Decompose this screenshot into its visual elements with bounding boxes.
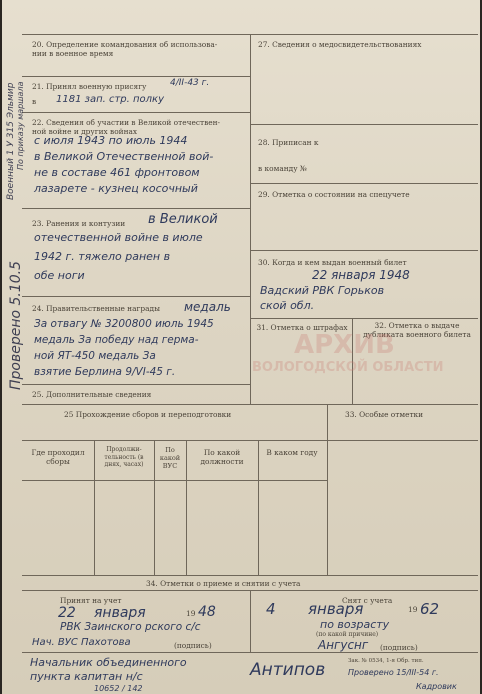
wound-line-1: в Великой [148,212,218,227]
divider-20 [22,76,250,77]
ticket-issuer-2: ской обл. [260,299,315,312]
frame-top [22,34,478,35]
checked-note-2: Кадровик [416,682,457,691]
checked-note: Проверено 15/III-54 г. [348,668,439,677]
removed-year-prefix: 19 [408,605,418,614]
accepted-by: РВК Заинского рского с/с [60,621,201,633]
field-28b-label: в команду № [258,164,307,173]
divider-22 [22,208,250,209]
footer-line-2: пункта капитан н/с [30,670,143,683]
field-25a-label: 25. Дополнительные сведения [32,390,152,399]
col-where: Где проходил сборы [31,448,85,466]
reg-bottom [22,652,478,653]
award-line-2: За отвагу № 3200800 июль 1945 [34,318,214,330]
accepted-signature-caption: (подпись) [174,641,212,650]
oath-date: 4/II-43 г. [170,78,210,88]
table-top [22,404,478,405]
table-col-4 [258,440,259,575]
field-29-label: 29. Отметка о состоянии на спецучете [258,190,410,199]
divider-21 [22,112,250,113]
table-divider-33 [327,404,328,575]
divider-29 [250,250,478,251]
removed-reason: по возрасту [320,618,390,631]
field-31-label: 31. Отметка о штрафах [256,323,348,332]
war-line-3: не в составе 461 фронтовом [34,166,200,179]
section-25-title: 25 Прохождение сборов и переподготовки [64,410,232,419]
margin-note-1: Военный 1 У 315 Эльмир [6,82,16,200]
accepted-signature: Нач. ВУС Пахотова [32,637,131,648]
field-23-label: 23. Ранения и контузии [32,219,126,228]
col-year: В каком году [266,448,318,457]
award-line-3: медаль За победу над герма- [34,334,199,346]
field-27-label: 27. Сведения о медосвидетельствованиях [258,40,422,49]
section-33-title: 33. Особые отметки [345,410,424,419]
margin-note-3: Проверено 5.10.5 [8,260,24,390]
war-line-2: в Великой Отечественной вой- [34,150,214,163]
ticket-issuer: Вадский РВК Горьков [260,284,385,297]
removed-year: 62 [420,600,440,618]
divider-28 [250,183,478,184]
divider-27 [250,124,478,125]
divider-24 [22,384,250,385]
removed-reason-caption: (по какой причине) [316,631,379,638]
table-col-1 [94,440,95,575]
oath-unit: 1181 зап. стр. полку [56,94,165,105]
divider-23 [22,296,250,297]
wound-line-2: отечественной войне в июле [34,231,203,244]
war-line-1: с июля 1943 по июль 1944 [34,134,188,147]
table-header-line [22,440,478,441]
table-header-bottom [22,480,327,481]
accepted-year-prefix: 19 [186,609,196,618]
field-28-label: 28. Приписан к [258,138,319,147]
wound-line-3: 1942 г. тяжело ранен в [34,250,171,263]
accepted-month: января [94,605,146,621]
reg-divider [250,590,251,652]
war-line-4: лазарете - кузнец косочный [34,182,198,195]
margin-note-2: По приказу маршала [16,81,25,170]
archive-watermark-1: АРХИВ [294,330,395,360]
removed-signature-caption: (подпись) [380,643,418,652]
wound-line-4: обе ноги [34,269,85,282]
field-21b-label: в [32,97,37,106]
col-position: По какой должности [200,448,244,466]
removed-label: Снят с учета [342,596,393,605]
printer-mark: Зак. № 0534, 1-я Обр. тип. [348,658,424,664]
award-line-5: взятие Берлина 9/VI-45 г. [34,366,176,378]
col-vus: По какой ВУС [159,446,181,470]
section-34-title: 34. Отметки о приеме и снятии с учета [146,579,301,588]
removed-month: января [308,600,364,618]
field-22-label: 22. Сведения об участии в Великой отечествен- ной войне и других войнах [32,118,221,136]
ticket-date: 22 января 1948 [312,268,410,282]
footer-number: 10652 / 142 [94,684,143,693]
col-duration: Продолжи-тельность (в днях, часах) [104,446,144,468]
table-col-2 [154,440,155,575]
accepted-label: Принят на учет [60,596,122,605]
archive-watermark-2: ВОЛОГОДСКОЙ ОБЛАСТИ [252,360,444,375]
center-divider [250,34,251,404]
accepted-day: 22 [58,605,76,621]
field-21-label: 21. Принял военную присягу [32,82,147,91]
accepted-year: 48 [198,604,216,620]
award-line-1: медаль [184,300,231,314]
military-id-page [2,0,480,694]
field-24-label: 24. Правительственные награды [32,304,160,313]
divider-31-32 [352,318,353,404]
award-line-4: ной ЯТ-450 медаль За [34,350,156,362]
field-20-label: 20. Определение командования об использова- нии в военное время [32,40,218,58]
divider-30 [250,318,478,319]
removed-signature: Ангуснг [318,638,369,652]
footer-signature: Антипов [250,660,326,680]
field-30-label: 30. Когда и кем выдан военный билет [258,258,407,267]
removed-day: 4 [266,600,276,618]
field-32-label: 32. Отметка о выдаче дубликата военного билета [363,321,471,339]
table-bottom [22,575,478,576]
footer-line-1: Начальник объединенного [30,656,187,669]
table-col-3 [186,440,187,575]
